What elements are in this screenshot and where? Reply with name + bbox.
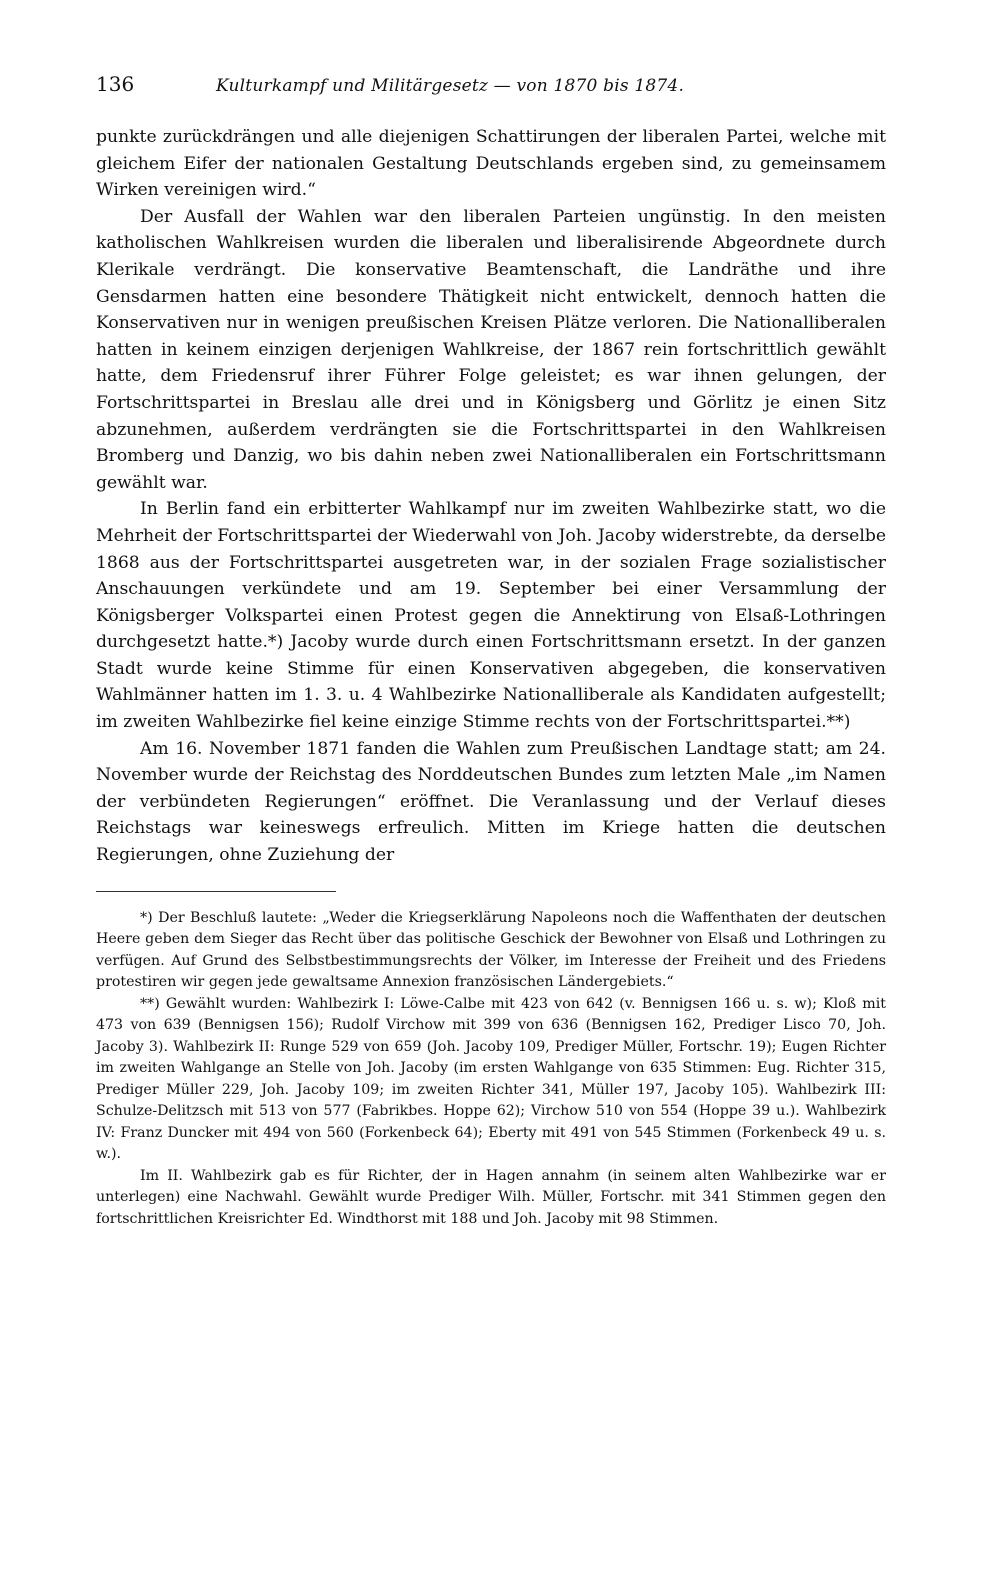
running-head: Kulturkampf und Militärgesetz — von 1870 bis 1874. (216, 76, 685, 96)
body-paragraph: punkte zurückdrängen und alle diejenigen Schattirungen der liberalen Partei, welche mit gleichem Eifer der nationalen Gestaltung Deutschlands ergeben sind, zu gemeinsamem Wirken vereinigen wird.“ (96, 127, 886, 201)
page-header (96, 72, 886, 106)
body-paragraph: Der Ausfall der Wahlen war den liberalen Parteien ungünstig. In den meisten katholischen Wahlkreisen wurden die liberalen und liberalisirende Abgeordnete durch Klerikale verdrängt. Die konservative Beamtenschaft, die Landräthe und ihre Gensdarmen hatten eine besondere Thätigkeit nicht entwickelt, dennoch hatten die Konservativen nur in wenigen preußischen Kreisen Plätze verloren. Die Nationalliberalen hatten in keinem einzigen derjenigen Wahlkreise, der 1867 rein fortschrittlich gewählt hatte, dem Friedensruf ihrer Führer Folge geleistet; es war ihnen gelungen, der Fortschrittspartei in Breslau alle drei und in Königsberg und Görlitz je einen Sitz abzunehmen, außerdem verdrängten sie die Fortschrittspartei in den Wahlkreisen Bromberg und Danzig, wo bis dahin neben zwei Nationalliberalen ein Fortschrittsmann gewählt war. (96, 206, 886, 493)
body-paragraph: In Berlin fand ein erbitterter Wahlkampf nur im zweiten Wahlbezirke statt, wo die Mehrheit der Fortschrittspartei der Wiederwahl von Joh. Jacoby widerstrebte, da derselbe 1868 aus der Fortschrittspartei ausgetreten war, in der sozialen Frage sozialistischer Anschauungen verkündete und am 19. September bei einer Versammlung der Königsberger Volkspartei einen Protest gegen die Annektirung von Elsaß-Lothringen durchgesetzt hatte.*) Jacoby wurde durch einen Fortschrittsmann ersetzt. In der ganzen Stadt wurde keine Stimme für einen Konservativen abgegeben, die konservativen Wahlmänner hatten im 1. 3. u. 4 Wahlbezirke Nationalliberale als Kandidaten aufgestellt; im zweiten Wahlbezirke fiel keine einzige Stimme rechts von der Fortschrittspartei.**) (96, 499, 886, 733)
footnotes (96, 908, 886, 1231)
footnote-divider (96, 891, 336, 892)
footnote: Im II. Wahlbezirk gab es für Richter, der in Hagen annahm (in seinem alten Wahlbezirke war er unterlegen) eine Nachwahl. Gewählt wurde Prediger Wilh. Müller, Fortschr. mit 341 Stimmen gegen den fortschrittlichen Kreisrichter Ed. Windthorst mit 188 und Joh. Jacoby mit 98 Stimmen. (96, 1167, 886, 1227)
footnote: *) Der Beschluß lautete: „Weder die Kriegserklärung Napoleons noch die Waffenthaten der deutschen Heere geben dem Sieger das Recht über das politische Geschick der Bewohner von Elsaß und Lothringen zu verfügen. Auf Grund des Selbstbestimmungsrechts der Völker, im Interesse der Freiheit und des Friedens protestiren wir gegen jede gewaltsame Annexion französischen Ländergebiets.“ (96, 909, 886, 991)
footnote: **) Gewählt wurden: Wahlbezirk I: Löwe-Calbe mit 423 von 642 (v. Bennigsen 166 u. s. w); Kloß mit 473 von 639 (Bennigsen 156); Rudolf Virchow mit 399 von 636 (Bennigsen 162, Prediger Lisco 70, Joh. Jacoby 3). Wahlbezirk II: Runge 529 von 659 (Joh. Jacoby 109, Prediger Müller, Fortschr. 19); Eugen Richter im zweiten Wahlgange an Stelle von Joh. Jacoby (im ersten Wahlgange von 635 Stimmen: Eug. Richter 315, Prediger Müller 229, Joh. Jacoby 109; im zweiten Richter 341, Müller 197, Jacoby 105). Wahlbezirk III: Schulze-Delitzsch mit 513 von 577 (Fabrikbes. Hoppe 62); Virchow 510 von 554 (Hoppe 39 u.). Wahlbezirk IV: Franz Duncker mit 494 von 560 (Forkenbeck 64); Eberty mit 491 von 545 Stimmen (Forkenbeck 49 u. s. w.). (96, 995, 886, 1163)
page-number: 136 (96, 72, 135, 96)
body-paragraph: Am 16. November 1871 fanden die Wahlen zum Preußischen Landtage statt; am 24. November wurde der Reichstag des Norddeutschen Bundes zum letzten Male „im Namen der verbündeten Regierungen“ eröffnet. Die Veranlassung und der Verlauf dieses Reichstags war keineswegs erfreulich. Mitten im Kriege hatten die deutschen Regierungen, ohne Zuziehung der (96, 738, 886, 866)
book-page (96, 72, 886, 1230)
body-text (96, 124, 886, 869)
